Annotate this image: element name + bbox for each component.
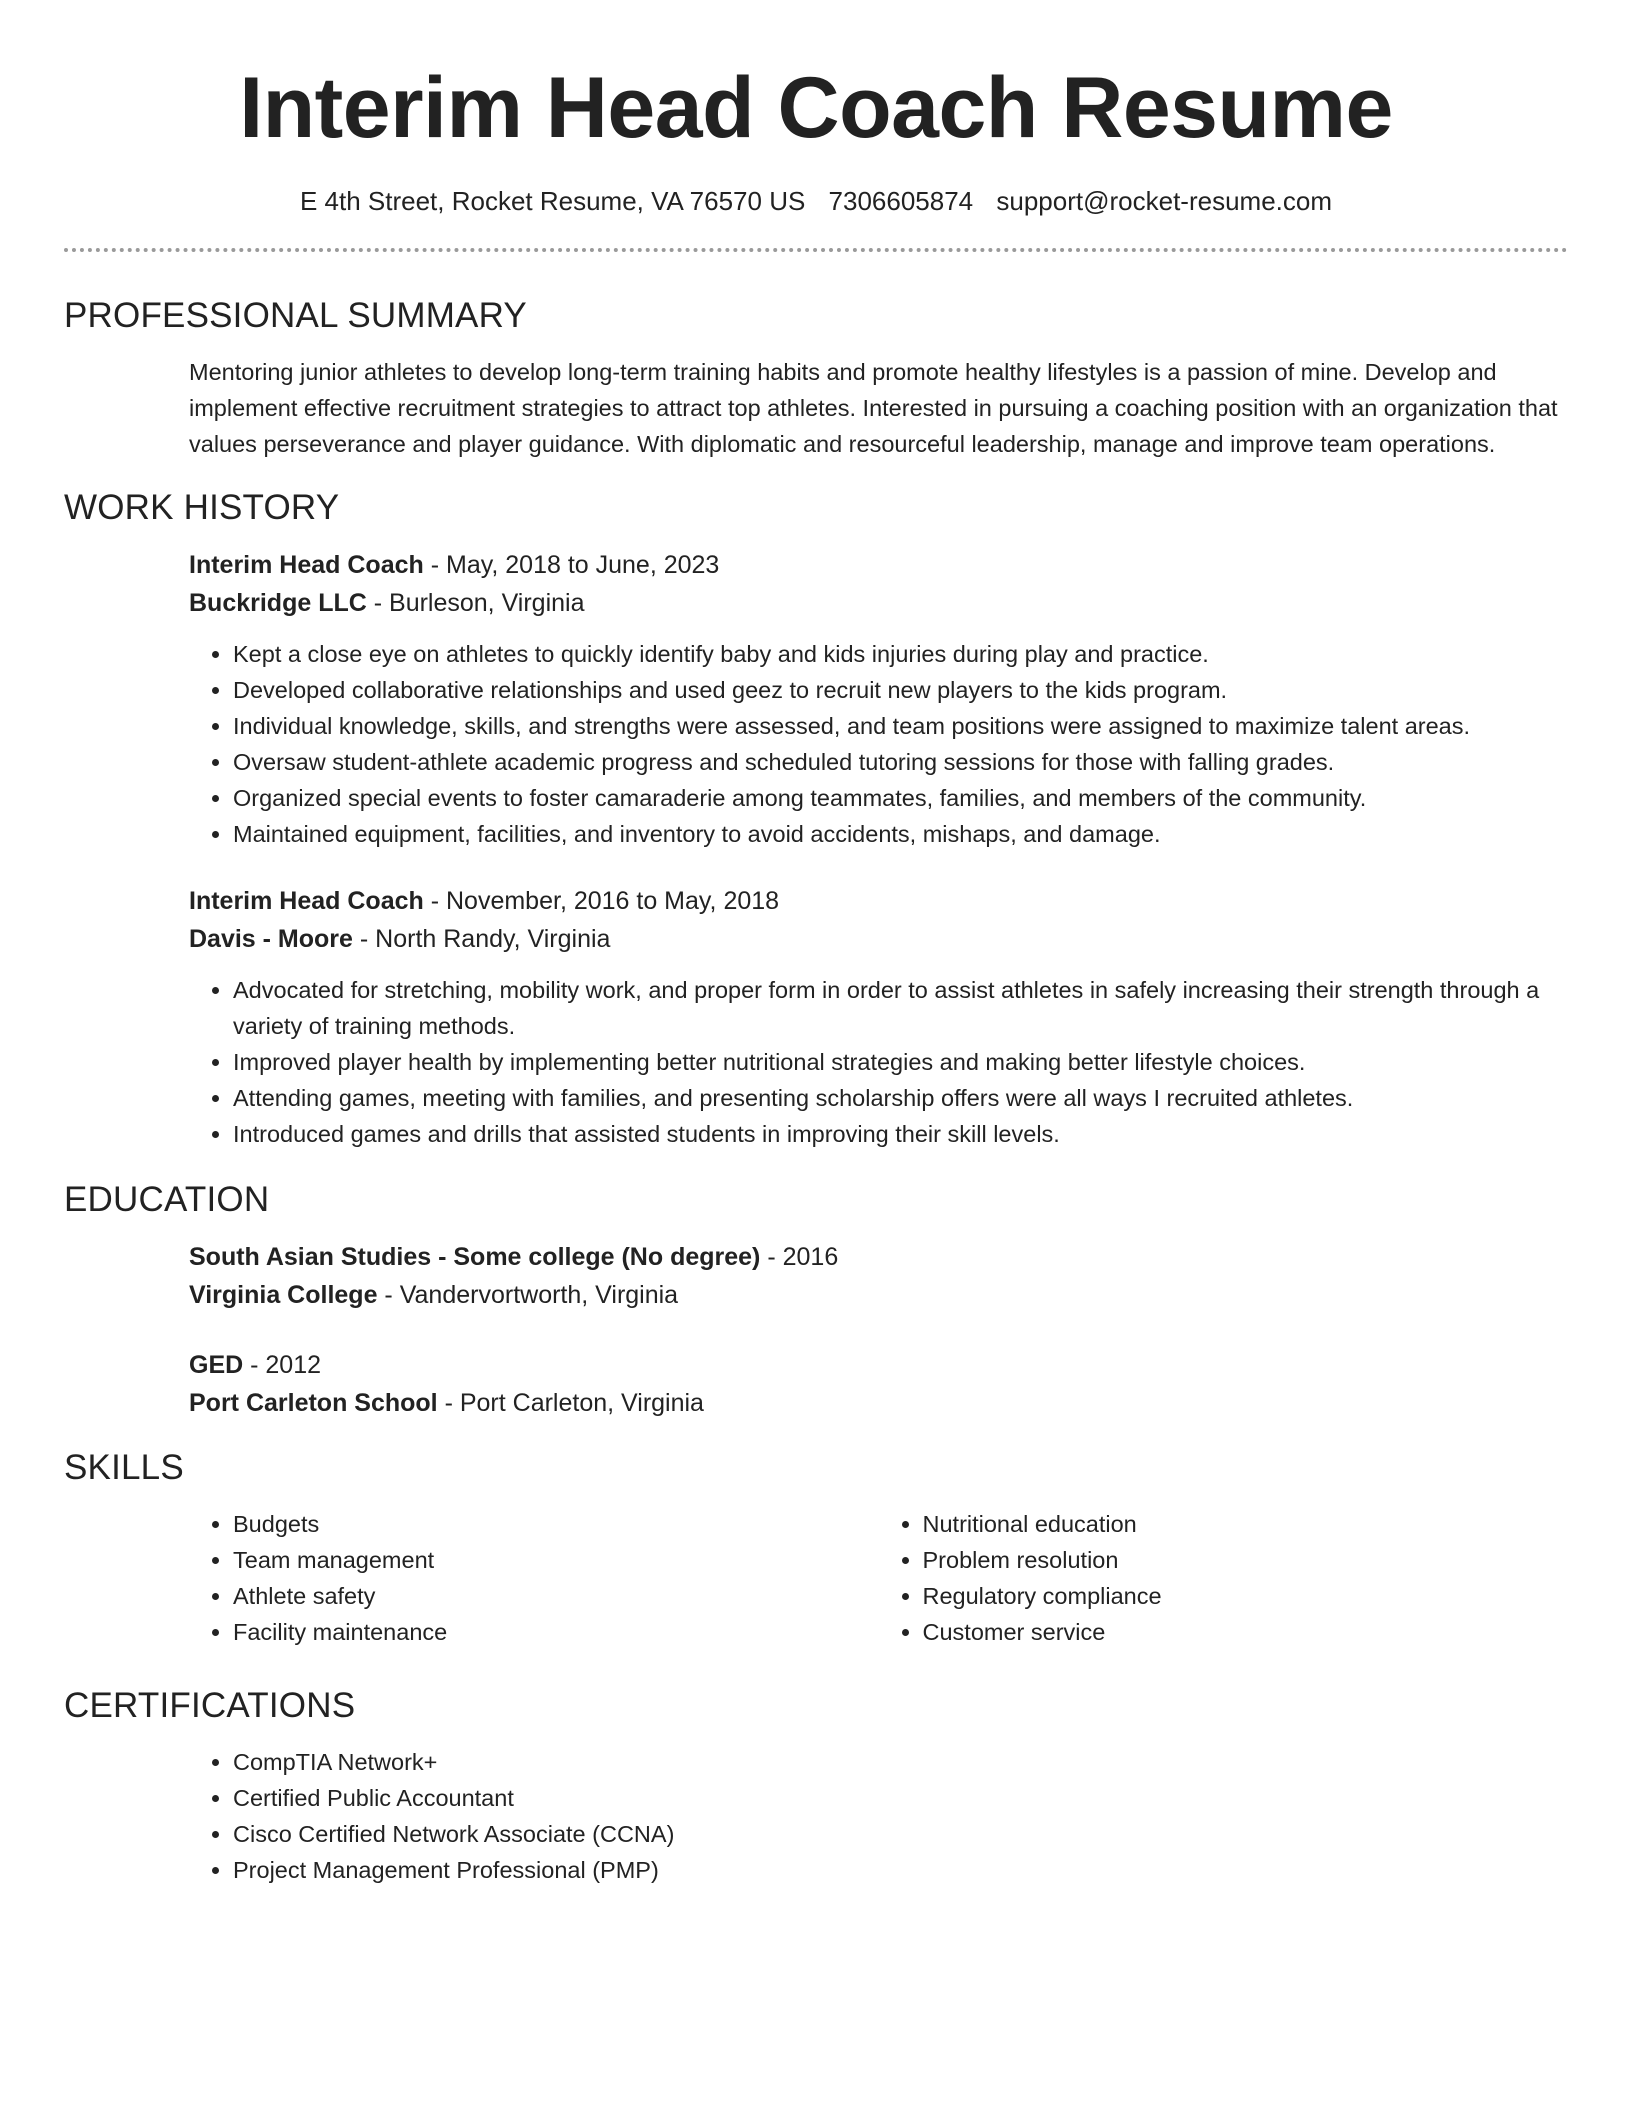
list-item: • Project Management Professional (PMP)	[233, 1852, 1568, 1888]
education-entry	[189, 1238, 1568, 1314]
summary-section	[64, 354, 1568, 462]
list-item: • Oversaw student-athlete academic progress and scheduled tutoring sessions for those with falling grades.	[233, 744, 1568, 780]
job-title: Interim Head Coach	[189, 551, 424, 579]
list-item: • Cisco Certified Network Associate (CCNA)	[233, 1816, 1568, 1852]
skills-list-left	[189, 1506, 879, 1650]
school-location: - Port Carleton, Virginia	[437, 1389, 704, 1417]
skills-heading: SKILLS	[64, 1448, 184, 1487]
list-item: • Facility maintenance	[233, 1614, 879, 1650]
summary-heading: PROFESSIONAL SUMMARY	[64, 296, 527, 335]
summary-text: Mentoring junior athletes to develop long-term training habits and promote healthy lifestyles is a passion of mine. Develop and implement effective recruitment strategies to attract top athletes. Interested in pursuing a coaching position with an organization that values perseverance and player guidance. With diplomatic and resourceful leadership, manage and improve team operations.	[189, 359, 1558, 457]
skills-list-right	[879, 1506, 1569, 1650]
list-item: • Team management	[233, 1542, 879, 1578]
list-item: • Customer service	[923, 1614, 1569, 1650]
list-item: • Problem resolution	[923, 1542, 1569, 1578]
certifications-heading: CERTIFICATIONS	[64, 1686, 356, 1725]
page-title: Interim Head Coach Resume	[239, 60, 1393, 156]
school-line	[189, 1384, 1568, 1422]
job-entry	[189, 882, 1568, 1152]
list-item: • Individual knowledge, skills, and strengths were assessed, and team positions were assigned to maximize talent areas.	[233, 708, 1568, 744]
skills-grid	[189, 1506, 1568, 1650]
list-item: • Kept a close eye on athletes to quickly identify baby and kids injuries during play and practice.	[233, 636, 1568, 672]
list-item: • Budgets	[233, 1506, 879, 1542]
list-item: • Maintained equipment, facilities, and inventory to avoid accidents, mishaps, and damage.	[233, 816, 1568, 852]
list-item: • CompTIA Network+	[233, 1744, 1568, 1780]
contact-line	[64, 184, 1568, 218]
degree-line	[189, 1238, 1568, 1276]
list-item: • Regulatory compliance	[923, 1578, 1569, 1614]
job-dates: - November, 2016 to May, 2018	[423, 887, 780, 915]
job-title-line	[189, 546, 1568, 584]
job-title: Interim Head Coach	[189, 887, 424, 915]
list-item: • Athlete safety	[233, 1578, 879, 1614]
education-entry	[189, 1346, 1568, 1422]
work-history-heading: WORK HISTORY	[64, 488, 340, 527]
header-divider	[64, 248, 1568, 252]
skills-section	[64, 1506, 1568, 1650]
job-company-line	[189, 920, 1568, 958]
job-company: Buckridge LLC	[189, 589, 367, 617]
work-history-section	[64, 546, 1568, 1152]
school-location: - Vandervortworth, Virginia	[377, 1281, 679, 1309]
degree-year: - 2016	[760, 1243, 839, 1271]
degree-name: GED	[189, 1351, 244, 1379]
job-title-line	[189, 882, 1568, 920]
job-company-line	[189, 584, 1568, 622]
contact-email: support@rocket-resume.com	[996, 186, 1333, 216]
degree-line	[189, 1346, 1568, 1384]
list-item: • Attending games, meeting with families, and presenting scholarship offers were all ways I recruited athletes.	[233, 1080, 1568, 1116]
job-dates: - May, 2018 to June, 2023	[423, 551, 720, 579]
certifications-list	[189, 1744, 1568, 1888]
contact-address: E 4th Street, Rocket Resume, VA 76570 US	[299, 186, 806, 216]
list-item: • Improved player health by implementing better nutritional strategies and making better lifestyle choices.	[233, 1044, 1568, 1080]
education-heading: EDUCATION	[64, 1180, 270, 1219]
school-line	[189, 1276, 1568, 1314]
school-name: Virginia College	[189, 1281, 378, 1309]
list-item: • Certified Public Accountant	[233, 1780, 1568, 1816]
list-item: • Advocated for stretching, mobility work, and proper form in order to assist athletes in safely increasing their strength through a variety of training methods.	[233, 972, 1568, 1044]
job-company: Davis - Moore	[189, 925, 353, 953]
job-location: - North Randy, Virginia	[352, 925, 611, 953]
degree-name: South Asian Studies - Some college (No degree)	[189, 1243, 761, 1271]
job-duties-list	[189, 972, 1568, 1152]
list-item: • Organized special events to foster camaraderie among teammates, families, and members of the community.	[233, 780, 1568, 816]
job-duties-list	[189, 636, 1568, 852]
education-section	[64, 1238, 1568, 1422]
degree-year: - 2012	[243, 1351, 322, 1379]
contact-phone: 7306605874	[828, 186, 974, 216]
school-name: Port Carleton School	[189, 1389, 438, 1417]
certifications-section	[64, 1744, 1568, 1888]
list-item: • Introduced games and drills that assisted students in improving their skill levels.	[233, 1116, 1568, 1152]
job-entry	[189, 546, 1568, 852]
list-item: • Nutritional education	[923, 1506, 1569, 1542]
job-location: - Burleson, Virginia	[366, 589, 585, 617]
list-item: • Developed collaborative relationships and used geez to recruit new players to the kids program.	[233, 672, 1568, 708]
